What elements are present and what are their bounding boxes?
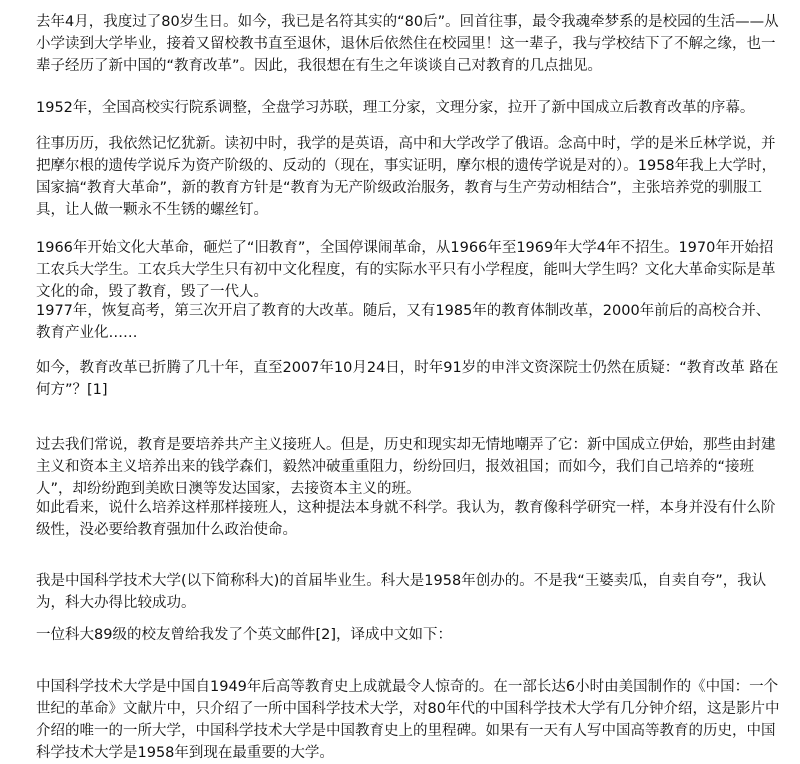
paragraph-birthday: 去年4月，我度过了80岁生日。如今，我已是名符其实的“80后”。回首往事，最令我魂牵梦系的是校园的生活——从小学读到大学毕业，接着又留校教书直至退休，退休后依然住在校园里！这一辈子，我与学校结下了不解之缘，也一辈子经历了新中国的“教育改革”。因此，我很想在有生之年谈谈自己对教育的几点拙见。 (36, 14, 779, 74)
paragraph-1952-reform: 1952年，全国高校实行院系调整，全盘学习苏联，理工分家，文理分家，拉开了新中国成立后教育改革的序幕。 (36, 100, 755, 116)
paragraph-1977-gaokao: 1977年，恢复高考，第三次开启了教育的大改革。随后，又有1985年的教育体制改革，2000年前后的高校合并、教育产业化…… (36, 303, 771, 341)
paragraph-cultural-revolution: 1966年开始文化大革命，砸烂了“旧教育”，全国停课闹革命，从1966年至1969年大学4年不招生。1970年开始招工农兵大学生。工农兵大学生只有初中文化程度，有的实际水平只有小学程度，能叫大学生吗？文化大革命实际是革文化的命，毁了教育，毁了一代人。 (36, 240, 776, 300)
paragraph-ustc-history: 中国科学技术大学是中国自1949年后高等教育史上成就最令人惊奇的。在一部长达6小时由美国制作的《中国：一个世纪的革命》文献片中，只介绍了一所中国科学技术大学，对80年代的中国科学技术大学有几分钟介绍，这是影片中介绍的唯一的一所大学，中国科学技术大学是中国教育史上的里程碑。如果有一天有人写中国高等教育的历史，中国科学技术大学是1958年到现在最重要的大学。 (36, 679, 780, 761)
paragraph-ustc-graduate: 我是中国科学技术大学(以下简称科大)的首届毕业生。科大是1958年创办的。不是我“王婆卖瓜，自卖自夸”，我认为，科大办得比较成功。 (36, 573, 767, 611)
paragraph-memories: 往事历历，我依然记忆犹新。读初中时，我学的是英语，高中和大学改学了俄语。念高中时，学的是米丘林学说，并把摩尔根的遗传学说斥为资产阶级的、反动的（现在，事实证明，摩尔根的遗传学说是对的）。1958年我上大学时，国家搞“教育大革命”，新的教育方针是“教育为无产阶级政治服务，教育与生产劳动相结合”，主张培养党的驯服工具，让人做一颗永不生锈的螺丝钉。 (36, 136, 777, 218)
paragraph-alumni-email: 一位科大89级的校友曾给我发了个英文邮件[2]，译成中文如下： (36, 627, 452, 643)
paragraph-today-question: 如今，教育改革已折腾了几十年，直至2007年10月24日，时年91岁的申泮文资深院士仍然在质疑：“教育改革 路在何方”？[1] (36, 360, 779, 398)
paragraph-no-class-nature: 如此看来，说什么培养这样那样接班人，这种提法本身就不科学。我认为，教育像科学研究一样，本身并没有什么阶级性，没必要给教育强加什么政治使命。 (36, 500, 776, 538)
paragraph-successors: 过去我们常说，教育是要培养共产主义接班人。但是，历史和现实却无情地嘲弄了它：新中国成立伊始，那些由封建主义和资本主义培养出来的钱学森们，毅然冲破重重阻力，纷纷回归，报效祖国；而如今，我们自己培养的“接班人”，却纷纷跑到美欧日澳等发达国家，去接资本主义的班。 (36, 437, 776, 497)
